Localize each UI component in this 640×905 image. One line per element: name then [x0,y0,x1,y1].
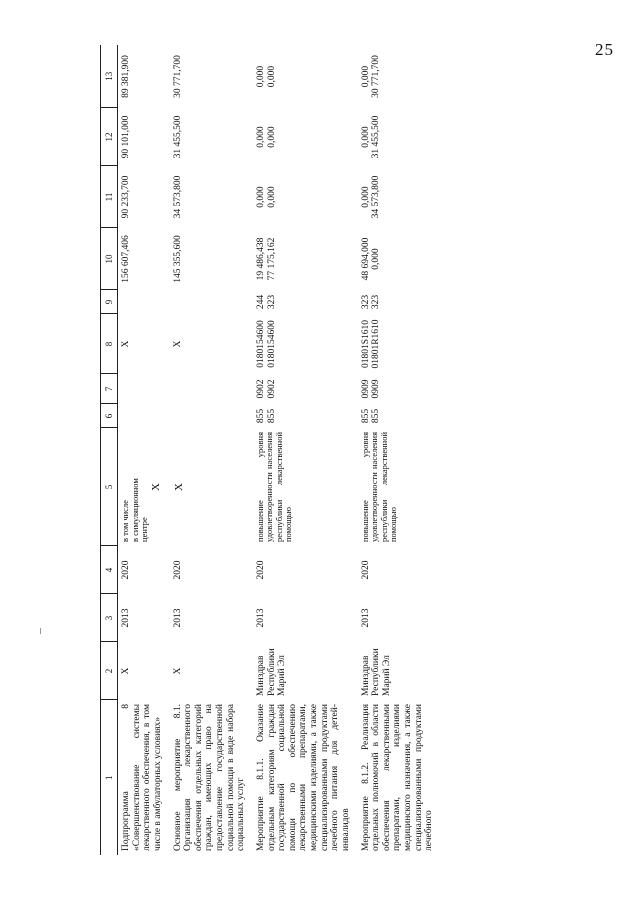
expense-type-cell [170,290,253,314]
column-header-4: 4 [101,546,118,594]
expected-result-value: в том числе [120,500,130,542]
column-header-8: 8 [101,314,118,374]
column-header-10: 10 [101,228,118,290]
expected-result-cell [358,428,441,546]
amount-col13-cell [118,45,170,108]
target-article-cell [118,314,170,374]
executor-cell: Минздрав Республики Марий Эл [255,648,288,696]
amount-col11-cell [358,166,441,228]
executor-cell: Минздрав Республики Марий Эл [360,648,392,696]
amount-col13-value: 89 381,900 [121,55,131,98]
amount-col12-cell [253,108,358,166]
amount-col11-cell [253,166,358,228]
column-header-1: 1 [101,700,118,855]
section-cell [253,374,358,404]
end-year-cell: 2020 [255,560,266,580]
expected-result-value: в симуляционном [129,478,140,542]
start-year-cell: 2013 [360,608,371,628]
amount-col13-value: 0,000 [360,65,371,88]
expected-result-value: повышение уровня удовлетворенности населения республики лекарственной помощью [359,432,399,542]
expected-result-x: Х [172,483,185,491]
section-value: 0902 [266,379,277,399]
expense-type-value: 323 [371,294,382,310]
target-article-value: Х [172,340,183,348]
table-row [358,45,441,855]
program-name-cell: Подпрограмма 8 «Совершенствование системы лекарственного обеспечения, в том числе в амбулаторных условиях» [121,704,163,851]
amount-col11-value: 0,000 [360,186,371,208]
amount-col10-cell [358,228,441,290]
program-name-cell: Мероприятие 8.1.1. Оказание отдельным категориям граждан государственной социальной помощи по обеспечению лекарственными препаратами, медицинскими изделиями, а также специализированными продуктами лечебного питания для детей-инвалидов [255,704,351,851]
target-article-value: Х [121,340,131,348]
page-number: 25 [595,40,614,59]
expense-type-cell [118,290,170,314]
expense-type-value: 244 [255,294,266,310]
table-header [101,45,118,855]
expected-result-x: Х [149,483,162,491]
grbs-cell [118,404,170,428]
section-cell [118,374,170,404]
amount-col12-value: 0,000 [266,126,277,148]
expense-type-value: 323 [266,294,277,310]
amount-col11-value: 0,000 [266,186,277,208]
expected-result-cell [118,428,170,546]
amount-col10-value: 19 486,438 [255,237,266,281]
column-header-11: 11 [101,166,118,228]
amount-col10-cell [118,228,170,290]
column-header-13: 13 [101,45,118,108]
amount-col13-value: 30 771,700 [371,55,382,98]
table-row [253,45,358,855]
target-article-value: 0180154600 [266,320,277,368]
target-article-cell [358,314,441,374]
target-article-cell [253,314,358,374]
amount-col11-cell [170,166,253,228]
header-row [101,45,118,855]
amount-col10-cell [170,228,253,290]
start-year-cell: 2013 [172,608,183,628]
expected-result-cell [253,428,358,546]
amount-col12-cell [118,108,170,166]
amount-col10-value: 156 607,406 [121,235,131,283]
section-cell [170,374,253,404]
grbs-cell [358,404,441,428]
rotated-table-container [100,45,540,855]
end-year-cell: 2020 [172,560,183,580]
amount-col12-value: 31 455,500 [371,115,382,159]
amount-col12-cell [170,108,253,166]
amount-col11-cell [118,166,170,228]
expense-type-cell [253,290,358,314]
section-value: 0902 [255,379,266,399]
start-year-cell: 2013 [255,608,266,628]
amount-col13-value: 30 771,700 [172,55,183,98]
grbs-value: 855 [255,408,266,424]
program-name-cell: Мероприятие 8.1.2. Реализация отдельных полномочий в области обеспечения лекарственными препаратами, изделиями медицинского назначения, а также специализированными продуктами лечебного [360,704,435,851]
amount-col12-value: 31 455,500 [172,115,183,159]
column-header-9: 9 [101,290,118,314]
target-article-value: 0180154600 [255,320,266,368]
target-article-value: 01801S1610 [360,319,371,369]
column-header-5: 5 [101,428,118,546]
grbs-value: 855 [266,408,277,424]
amount-col10-value: 48 694,000 [360,237,371,281]
section-cell [358,374,441,404]
section-value: 0909 [371,379,382,399]
column-header-12: 12 [101,108,118,166]
amount-col12-value: 0,000 [255,126,266,148]
amount-col12-value: 90 101,000 [121,115,131,159]
amount-col11-value: 90 233,700 [121,175,131,219]
amount-col10-cell [253,228,358,290]
scan-mark [40,628,41,634]
expected-result-value: повышение уровня удовлетворенности населения республики лекарственной помощью [254,432,294,542]
table-body [118,45,441,855]
start-year-cell: 2013 [121,608,131,628]
expense-type-value: 323 [360,294,371,310]
expected-result-cell [170,428,253,546]
expense-type-cell [358,290,441,314]
amount-col10-value: 77 175,162 [266,237,277,281]
column-header-7: 7 [101,374,118,404]
grbs-value: 855 [371,408,382,424]
column-header-6: 6 [101,404,118,428]
amount-col13-value: 0,000 [266,65,277,88]
end-year-cell: 2020 [360,560,371,580]
amount-col11-value: 34 573,800 [371,175,382,219]
program-name-cell: Основное мероприятие 8.1. Организация лекарственного обеспечения отдельных категорий граждан, имеющих право на предоставление государственной социальной помощи в виде набора социальных услуг [172,704,247,851]
target-article-value: 01801R1610 [371,319,382,369]
amount-col13-cell [170,45,253,108]
target-article-cell [170,314,253,374]
grbs-cell [253,404,358,428]
amount-col11-value: 34 573,800 [172,175,183,219]
grbs-cell [170,404,253,428]
executor-cell: Х [172,667,183,675]
expected-result-value: центре [139,517,150,542]
budget-table [100,45,441,855]
column-header-2: 2 [101,642,118,700]
column-header-3: 3 [101,594,118,642]
table-row [170,45,253,855]
amount-col10-value: 0,000 [371,248,382,270]
amount-col13-cell [253,45,358,108]
amount-col12-cell [358,108,441,166]
amount-col13-value: 0,000 [255,65,266,88]
amount-col10-value: 145 355,600 [172,235,183,283]
amount-col11-value: 0,000 [255,186,266,208]
amount-col12-value: 0,000 [360,126,371,148]
executor-cell: Х [121,667,131,675]
end-year-cell: 2020 [121,560,131,580]
grbs-value: 855 [360,408,371,424]
table-row [118,45,170,855]
amount-col13-cell [358,45,441,108]
section-value: 0909 [360,379,371,399]
